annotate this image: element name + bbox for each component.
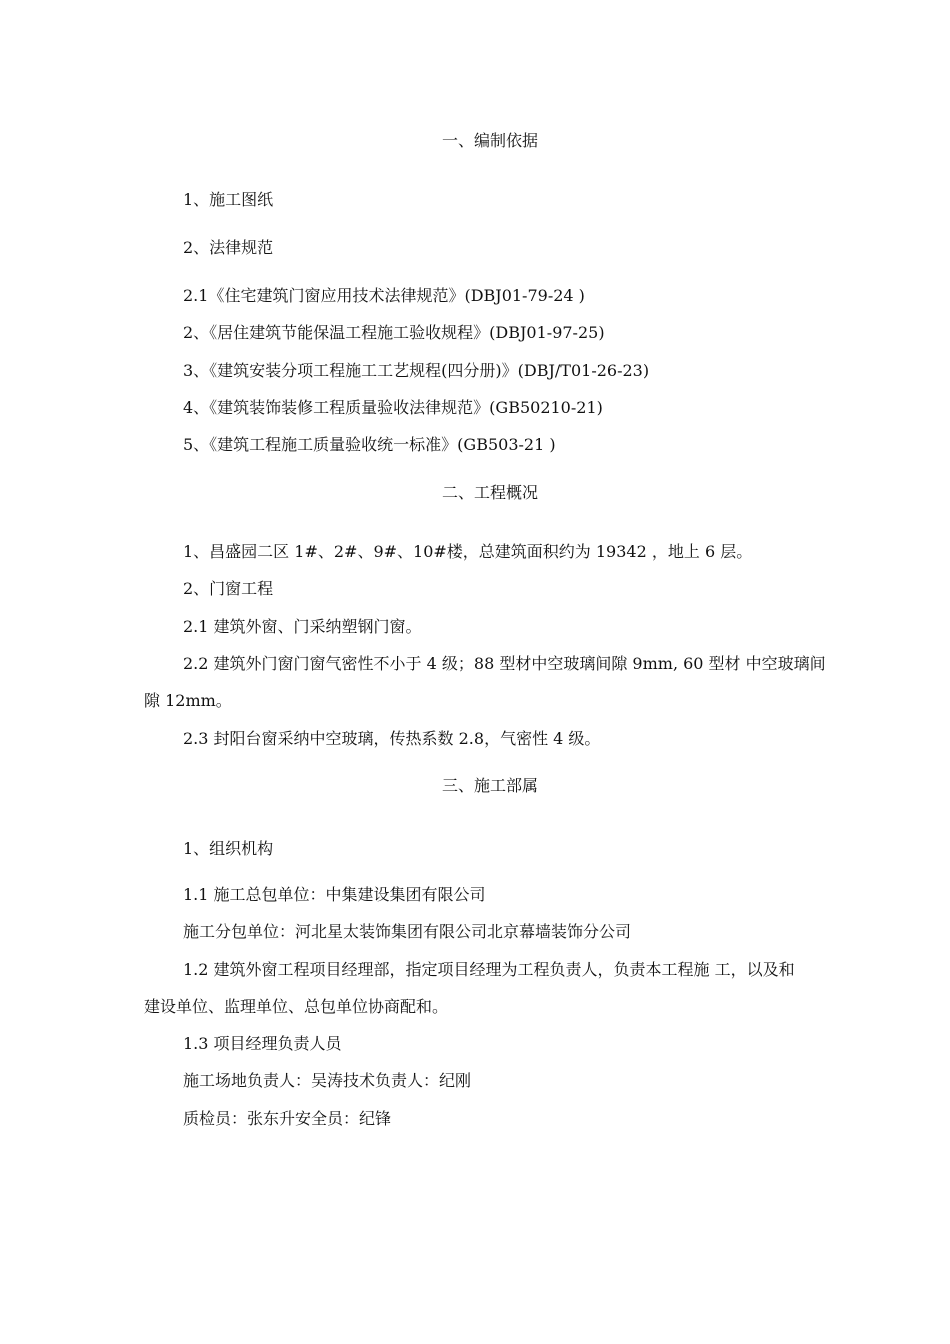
deployment-paragraph: 施工分包单位：河北星太装饰集团有限公司北京幕墙装饰分公司: [183, 922, 632, 941]
item-drawings: 1、施工图纸: [183, 190, 274, 209]
overview-paragraph: 2.3 封阳台窗采纳中空玻璃，传热系数 2.8，气密性 4 级。: [183, 729, 601, 748]
deployment-paragraph: 1.3 项目经理负责人员: [183, 1034, 342, 1053]
deployment-paragraph: 质检员：张东升安全员：纪锋: [183, 1109, 392, 1128]
deployment-paragraph: 1.1 施工总包单位：中集建设集团有限公司: [183, 885, 486, 904]
overview-paragraph-continued: 隙 12mm。: [144, 691, 232, 710]
section-heading-basis: 一、编制依据: [441, 131, 538, 150]
deployment-paragraph-continued: 建设单位、监理单位、总包单位协商配和。: [144, 997, 449, 1016]
section-heading-deployment: 三、施工部属: [441, 776, 538, 795]
overview-paragraph: 2.2 建筑外门窗门窗气密性不小于 4 级；88 型材中空玻璃间隙 9mm, 60 型材 中空玻璃间: [183, 654, 826, 673]
section-heading-overview: 二、工程概况: [441, 483, 538, 502]
deployment-paragraph: 1、组织机构: [183, 839, 274, 858]
regulation-item: 2、《居住建筑节能保温工程施工验收规程》(DBJ01-97-25): [183, 323, 605, 342]
item-regulations: 2、法律规范: [183, 238, 274, 257]
deployment-paragraph: 施工场地负责人：吴涛技术负责人：纪刚: [183, 1071, 472, 1090]
regulation-item: 2.1《住宅建筑门窗应用技术法律规范》(DBJ01-79-24 ): [183, 286, 585, 305]
overview-paragraph: 2.1 建筑外窗、门采纳塑钢门窗。: [183, 617, 422, 636]
overview-paragraph: 2、门窗工程: [183, 579, 274, 598]
regulation-item: 5、《建筑工程施工质量验收统一标准》(GB503-21 ): [183, 435, 556, 454]
overview-paragraph: 1、昌盛园二区 1#、2#、9#、10#楼，总建筑面积约为 19342 ，地上 6 层。: [183, 542, 753, 561]
deployment-paragraph: 1.2 建筑外窗工程项目经理部，指定项目经理为工程负责人，负责本工程施 工，以及和: [183, 960, 795, 979]
regulation-item: 4、《建筑装饰装修工程质量验收法律规范》(GB50210-21): [183, 398, 603, 417]
regulation-item: 3、《建筑安装分项工程施工工艺规程(四分册)》(DBJ/T01-26-23): [183, 361, 650, 380]
